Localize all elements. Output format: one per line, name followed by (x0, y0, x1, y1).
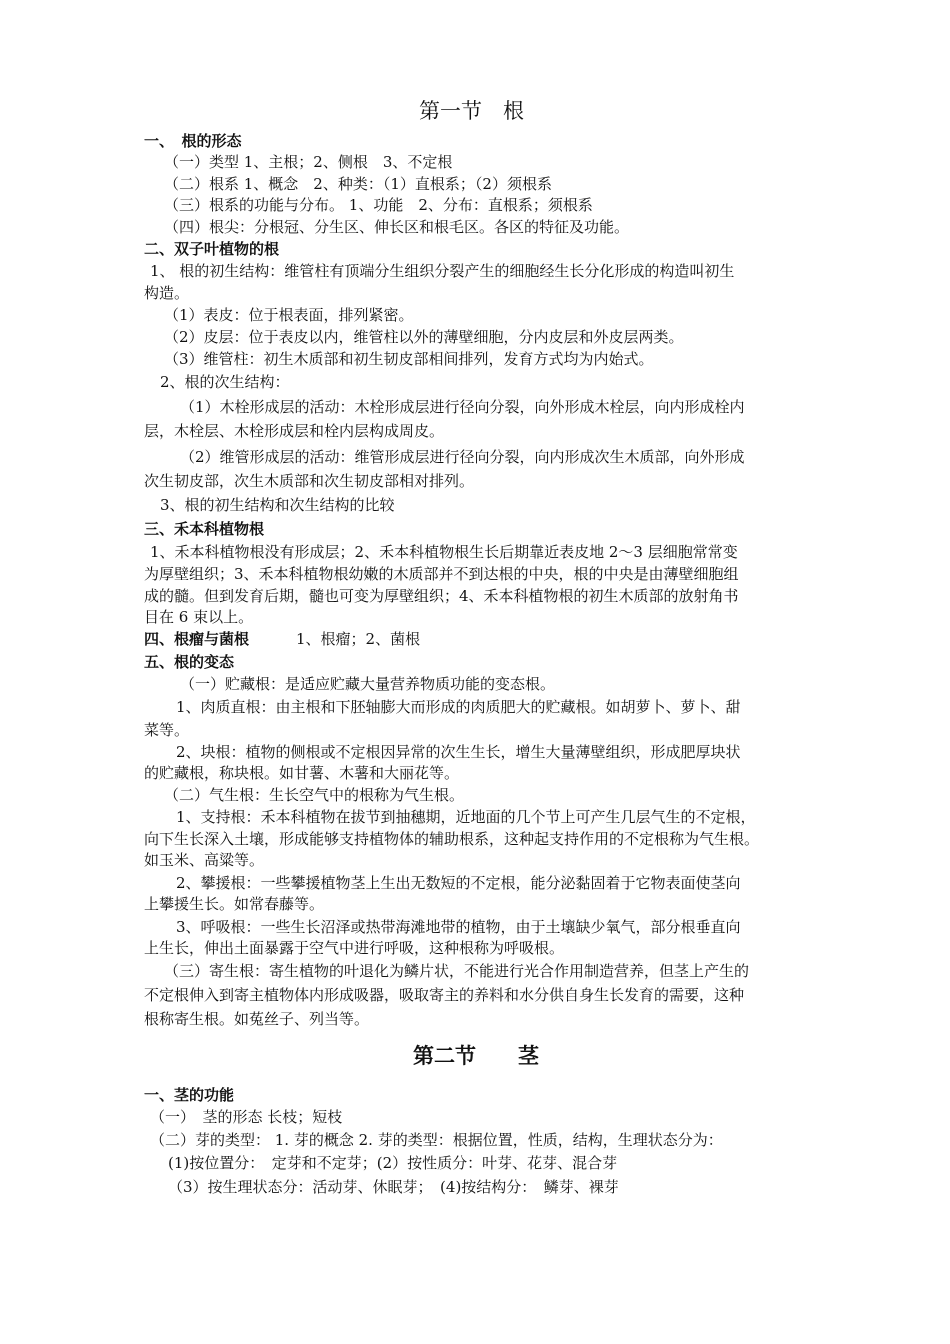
heading-items: 1、根瘤；2、菌根 (296, 630, 421, 648)
paragraph-line: 菜等。 (144, 721, 190, 739)
list-item: （四）根尖：分根冠、分生区、伸长区和根毛区。各区的特征及功能。 (164, 218, 630, 236)
paragraph-line: 层，木栓层、木栓形成层和栓内层构成周皮。 (144, 422, 445, 440)
paragraph-line: 目在 6 束以上。 (144, 608, 254, 626)
paragraph-line: 上生长，伸出土面暴露于空气中进行呼吸，这种根称为呼吸根。 (144, 939, 565, 957)
paragraph-line: （2）维管形成层的活动：维管形成层进行径向分裂，向内形成次生木质部，向外形成 (180, 448, 745, 466)
paragraph-line: 上攀援生长。如常春藤等。 (144, 895, 325, 913)
heading-stem-function: 一、茎的功能 (144, 1086, 235, 1104)
section-title-stem: 第二节 茎 (413, 1043, 539, 1068)
paragraph-line: 2、块根：植物的侧根或不定根因异常的次生生长，增生大量薄壁组织，形成肥厚块状 (176, 743, 741, 761)
section-title-root: 第一节 根 (419, 99, 524, 123)
heading-nodule-mycorrhiza: 四、根瘤与菌根 (144, 630, 250, 648)
paragraph-line: （1）木栓形成层的活动：木栓形成层进行径向分裂，向外形成木栓层，向内形成栓内 (180, 398, 745, 416)
paragraph-line: 构造。 (144, 284, 190, 302)
paragraph-line: 为厚壁组织；3、禾本科植物根幼嫩的木质部并不到达根的中央，根的中央是由薄壁细胞组 (144, 565, 739, 583)
paragraph-line: （3）维管柱：初生木质部和初生韧皮部相间排列，发育方式均为内始式。 (164, 350, 654, 368)
paragraph-line: 3、根的初生结构和次生结构的比较 (160, 496, 395, 514)
paragraph-line: 的贮藏根，称块根。如甘薯、木薯和大丽花等。 (144, 764, 460, 782)
paragraph-line: 1、支持根：禾本科植物在拔节到抽穗期，近地面的几个节上可产生几层气生的不定根， (176, 808, 756, 826)
list-item: （二）根系 1、概念 2、种类：（1）直根系；（2）须根系 (164, 175, 552, 193)
paragraph-line: （1）表皮：位于根表面，排列紧密。 (164, 306, 414, 324)
paragraph-line: 2、攀援根：一些攀援植物茎上生出无数短的不定根，能分泌黏固着于它物表面使茎向 (176, 874, 741, 892)
paragraph-line: （二）气生根：生长空气中的根称为气生根。 (164, 786, 465, 804)
heading-root-morphology: 一、 根的形态 (144, 132, 242, 150)
paragraph-line: （2）皮层：位于表皮以内，维管柱以外的薄壁细胞，分内皮层和外皮层两类。 (164, 328, 684, 346)
paragraph-line: (1)按位置分： 定芽和不定芽；(2）按性质分：叶芽、花芽、混合芽 (168, 1154, 618, 1172)
paragraph-line: （二）芽的类型： 1. 芽的概念 2. 芽的类型：根据位置，性质，结构，生理状态分为： (150, 1131, 723, 1149)
heading-root-metamorphosis: 五、根的变态 (144, 653, 235, 671)
paragraph-line: （一）贮藏根：是适应贮藏大量营养物质功能的变态根。 (180, 675, 556, 693)
paragraph-line: 不定根伸入到寄主植物体内形成吸器，吸取寄主的养料和水分供自身生长发育的需要，这种 (144, 986, 745, 1004)
paragraph-line: 3、呼吸根：一些生长沼泽或热带海滩地带的植物，由于土壤缺少氧气，部分根垂直向 (176, 918, 741, 936)
paragraph-line: 成的髓。但到发育后期，髓也可变为厚壁组织；4、禾本科植物根的初生木质部的放射角书 (144, 587, 739, 605)
paragraph-line: 如玉米、高粱等。 (144, 851, 265, 869)
heading-grass-root: 三、禾本科植物根 (144, 520, 265, 538)
paragraph-line: 根称寄生根。如菟丝子、列当等。 (144, 1010, 370, 1028)
paragraph-line: 1、肉质直根：由主根和下胚轴膨大而形成的肉质肥大的贮藏根。如胡萝卜、萝卜、甜 (176, 698, 741, 716)
paragraph-line: 1、禾本科植物根没有形成层；2、禾本科植物根生长后期靠近表皮地 2～3 层细胞常常变 (150, 543, 738, 561)
paragraph-line: （三）寄生根：寄生植物的叶退化为鳞片状，不能进行光合作用制造营养，但茎上产生的 (164, 962, 750, 980)
paragraph-line: 2、根的次生结构： (160, 373, 290, 391)
heading-dicot-root: 二、双子叶植物的根 (144, 240, 280, 258)
paragraph-line: 次生韧皮部，次生木质部和次生韧皮部相对排列。 (144, 472, 475, 490)
list-item: （一）类型 1、主根；2、侧根 3、不定根 (164, 153, 453, 171)
paragraph-line: （一） 茎的形态 长枝；短枝 (150, 1108, 343, 1126)
paragraph-line: 1、 根的初生结构：维管柱有顶端分生组织分裂产生的细胞经生长分化形成的构造叫初生 (150, 262, 735, 280)
paragraph-line: 向下生长深入土壤，形成能够支持植物体的辅助根系，这种起支持作用的不定根称为气生根。 (144, 830, 760, 848)
list-item: （三）根系的功能与分布。 1、功能 2、分布：直根系；须根系 (164, 196, 593, 214)
paragraph-line: （3）按生理状态分：活动芽、休眠芽； (4)按结构分： 鳞芽、裸芽 (168, 1178, 619, 1196)
